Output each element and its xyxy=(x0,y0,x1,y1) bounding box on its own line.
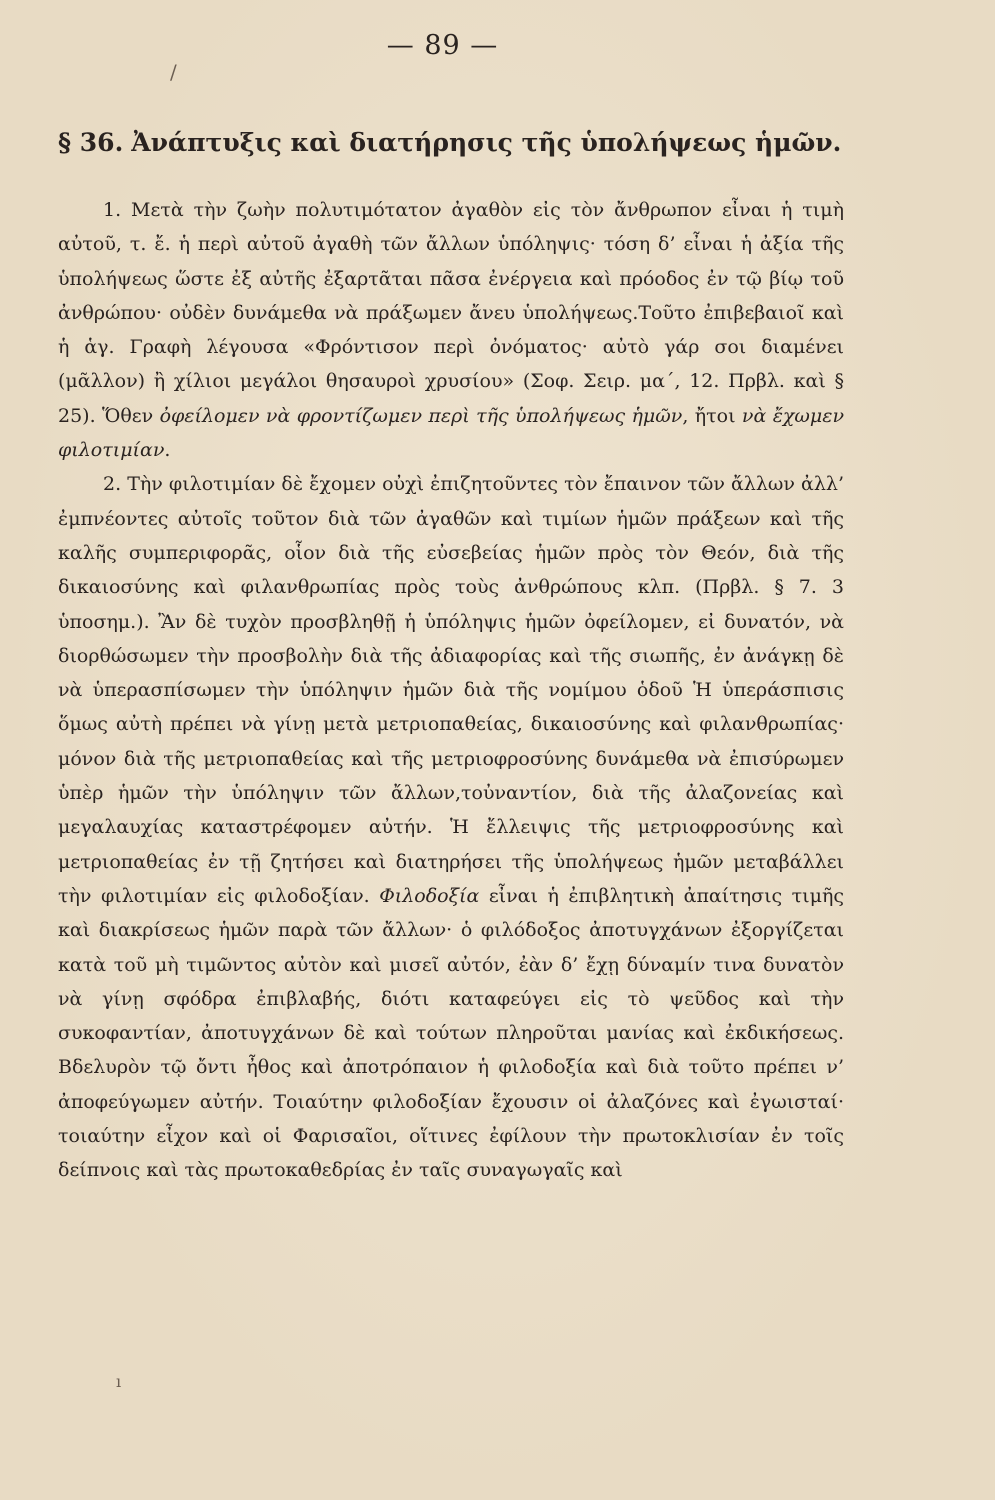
paragraph-1-text: 1. Μετὰ τὴν ζωὴν πολυτιμότατον ἀγαθὸν εἰς τὸν ἄνθρωπον εἶναι ἡ τιμὴ αὐτοῦ, τ. ἔ. ἡ περὶ αὐτοῦ ἀγαθὴ τῶν ἄλλων ὑπόληψις· τόση δ’ εἶναι ἡ ἀξία τῆς ὑπολήψεως ὥστε ἐξ αὐτῆς ἐξαρτᾶται πᾶσα ἐνέργεια καὶ πρόοδος ἐν τῷ βίῳ τοῦ ἀνθρώπου· οὐδὲν δυνάμεθα νὰ πράξωμεν ἄνευ ὑπολήψεως.Τοῦτο ἐπιβεβαιοῖ καὶ ἡ ἁγ. Γραφὴ λέγουσα «Φρόντισον περὶ ὀνόματος· αὐτὸ γάρ σοι διαμένει (μᾶλλον) ἢ χίλιοι μεγάλοι θησαυροὶ χρυσίου» (Σοφ. Σειρ. μα΄, 12. Πρβλ. καὶ § 25). Ὅθεν xyxy=(58,199,844,427)
body-text xyxy=(58,193,844,1188)
margin-tick-icon: ı xyxy=(116,1372,122,1391)
paragraph-1-text: . xyxy=(164,439,171,462)
paragraph-2-text: εἶναι ἡ ἐπιβλητικὴ ἀπαίτησις τιμῆς καὶ διακρίσεως ἡμῶν παρὰ τῶν ἄλλων· ὁ φιλόδοξος ἀποτυγχάνων ἐξοργίζεται κατὰ τοῦ μὴ τιμῶντος αὐτὸν καὶ μισεῖ αὐτόν, ἐὰν δ’ ἔχῃ δύναμίν τινα δυνατὸν νὰ γίνῃ σφόδρα ἐπιβλαβής, διότι καταφεύγει εἰς τὸ ψεῦδος καὶ τὴν συκοφαντίαν, ἀποτυγχάνων δὲ καὶ τούτων πληροῦται μανίας καὶ ἐκδικήσεως. Βδελυρὸν τῷ ὄντι ἦθος καὶ ἀποτρόπαιον ἡ φιλοδοξία καὶ διὰ τοῦτο πρέπει ν’ ἀποφεύγωμεν αὐτήν. Τοιαύτην φιλοδοξίαν ἔχουσιν οἱ ἀλαζόνες καὶ ἐγωισταί· τοιαύτην εἶχον καὶ οἱ Φαρισαῖοι, οἵτινες ἐφίλουν τὴν πρωτοκλισίαν ἐν τοῖς δείπνοις καὶ τὰς πρωτοκαθεδρίας ἐν ταῖς συναγωγαῖς καὶ xyxy=(58,884,844,1182)
paragraph-1-emphasis: νὰ ἔχωμεν φιλοτιμίαν xyxy=(58,404,844,462)
paragraph-1 xyxy=(58,193,844,467)
page-number: — 89 — xyxy=(386,30,499,61)
section-sign: § 36. xyxy=(58,128,124,157)
pencil-mark-icon: / xyxy=(170,60,177,84)
paragraph-1-text: , ἤτοι xyxy=(682,404,742,427)
section-title: Ἀνάπτυξις καὶ διατήρησις τῆς ὑπολήψεως ἡμῶν. xyxy=(131,128,842,157)
paragraph-2-emphasis: Φιλοδοξία xyxy=(379,884,480,907)
paragraph-1-emphasis: ὀφείλομεν νὰ φροντίζωμεν περὶ τῆς ὑπολήψεως ἡμῶν xyxy=(159,404,683,427)
section-heading xyxy=(58,128,858,157)
paragraph-2 xyxy=(58,467,844,1187)
paragraph-2-text: 2. Τὴν φιλοτιμίαν δὲ ἔχομεν οὐχὶ ἐπιζητοῦντες τὸν ἔπαινον τῶν ἄλλων ἀλλ’ ἐμπνέοντες αὐτοῖς τοῦτον διὰ τῶν ἀγαθῶν καὶ τιμίων ἡμῶν πράξεων καὶ τῆς καλῆς συμπεριφορᾶς, οἷον διὰ τῆς εὐσεβείας ἡμῶν πρὸς τὸν Θεόν, διὰ τῆς δικαιοσύνης καὶ φιλανθρωπίας πρὸς τοὺς ἀνθρώπους κλπ. (Πρβλ. § 7. 3 ὑποσημ.). Ἂν δὲ τυχὸν προσβληθῇ ἡ ὑπόληψις ἡμῶν ὀφείλομεν, εἰ δυνατόν, νὰ διορθώσωμεν τὴν προσβολὴν διὰ τῆς ἀδιαφορίας καὶ τῆς σιωπῆς, ἐν ἀνάγκῃ δὲ νὰ ὑπερασπίσωμεν τὴν ὑπόληψιν ἡμῶν διὰ τῆς νομίμου ὁδοῦ Ἡ ὑπεράσπισις ὅμως αὐτὴ πρέπει νὰ γίνῃ μετὰ μετριοπαθείας, δικαιοσύνης καὶ φιλανθρωπίας· μόνον διὰ τῆς μετριοπαθείας καὶ τῆς μετριοφροσύνης δυνάμεθα νὰ ἐπισύρωμεν ὑπὲρ ἡμῶν τὴν ὑπόληψιν τῶν ἄλλων,τοὐναντίον, διὰ τῆς ἀλαζονείας καὶ μεγαλαυχίας καταστρέφομεν αὐτήν. Ἡ ἔλλειψις τῆς μετριοφροσύνης καὶ μετριοπαθείας ἐν τῇ ζητήσει καὶ διατηρήσει τῆς ὑπολήψεως ἡμῶν μεταβάλλει τὴν φιλοτιμίαν εἰς φιλοδοξίαν. xyxy=(58,473,844,907)
